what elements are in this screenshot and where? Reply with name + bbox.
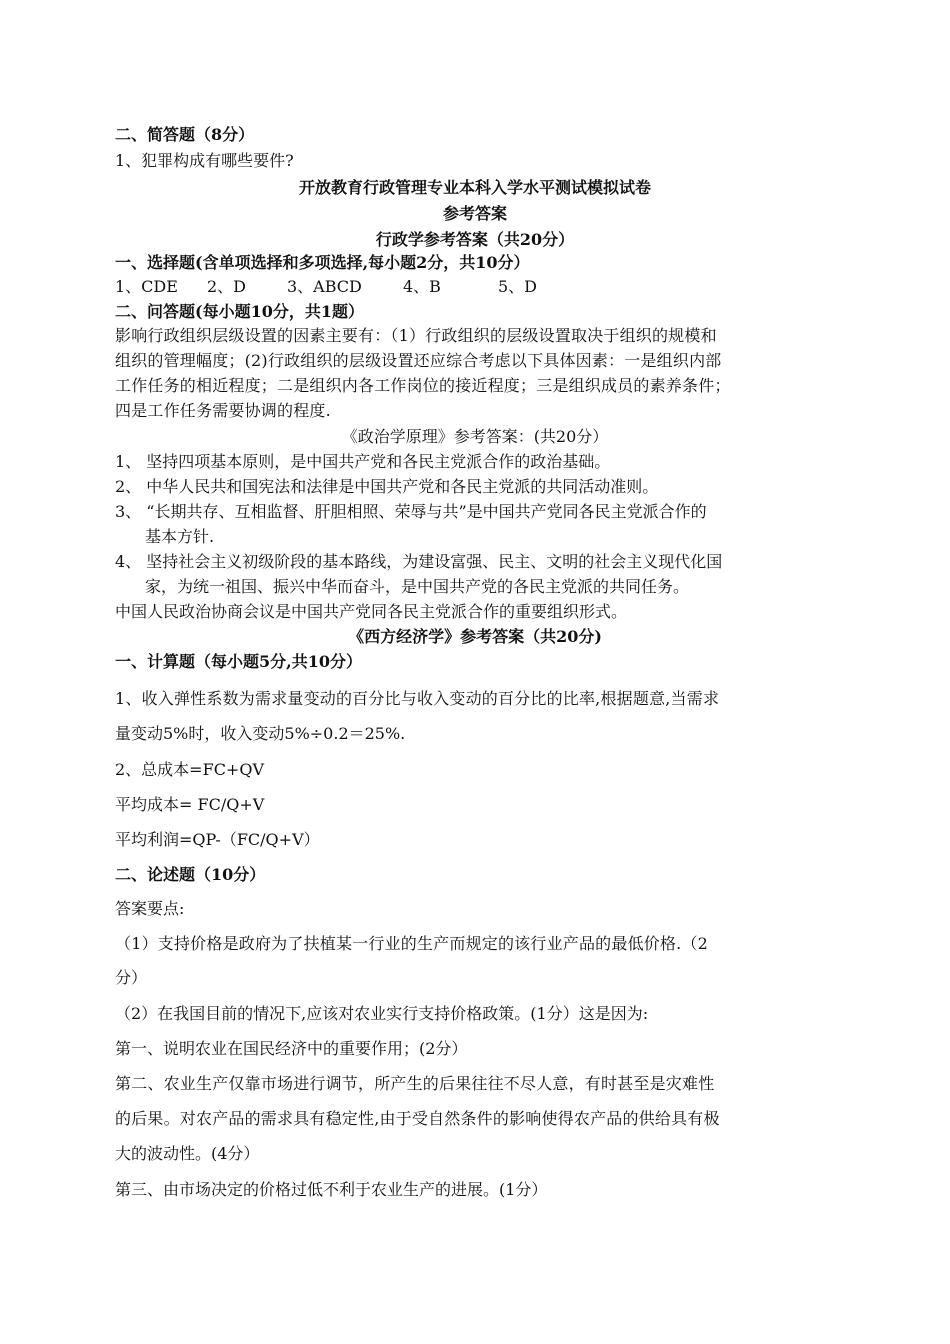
admin-answer-line: 工作任务的相近程度；二是组织内各工作岗位的接近程度；三是组织成员的素养条件；: [115, 376, 731, 395]
admin-answer-title: 行政学参考答案（共20分）: [375, 230, 575, 249]
economics-calc-heading: 一、计算题（每小题5分,共10分）: [115, 652, 362, 671]
section-heading-short-answer: 二、简答题（8分）: [115, 125, 255, 144]
calc-line: 1、收入弹性系数为需求量变动的百分比与收入变动的百分比的比率,根据题意,当需求: [115, 689, 720, 708]
essay-line: （2）在我国目前的情况下,应该对农业实行支持价格政策。(1分）这是因为:: [115, 1004, 649, 1023]
essay-line: 第二、农业生产仅靠市场进行调节，所产生的后果往往不尽人意，有时甚至是灾难性: [115, 1074, 715, 1093]
calc-line: 量变动5%时，收入变动5%÷0.2＝25%.: [115, 724, 406, 743]
admin-answer-line: 组织的管理幅度；(2)行政组织的层级设置还应综合考虑以下具体因素：一是组织内部: [115, 351, 722, 370]
choice-answer: 5、D: [498, 277, 538, 296]
economics-answer-title: 《西方经济学》参考答案（共20分): [348, 627, 602, 646]
document-title: 开放教育行政管理专业本科入学水平测试模拟试卷: [298, 178, 651, 197]
admin-answer-line: 影响行政组织层级设置的因素主要有：（1）行政组织的层级设置取决于组织的规模和: [115, 326, 717, 345]
politics-answer-title: 《政治学原理》参考答案：(共20分）: [341, 427, 609, 446]
politics-item-continued: 家，为统一祖国、振兴中华而奋斗，是中国共产党的各民主党派的共同任务。: [145, 577, 690, 596]
politics-item-continued: 基本方针.: [145, 527, 215, 546]
admin-choice-answers: [115, 276, 840, 298]
choice-answer: 1、CDE: [115, 277, 178, 296]
politics-item: 3、 “长期共存、互相监督、肝胆相照、荣辱与共”是中国共产党同各民主党派合作的: [115, 502, 707, 521]
economics-essay-heading: 二、论述题（10分）: [115, 865, 266, 884]
choice-answer: 2、D: [207, 277, 247, 296]
essay-line: 的后果。对农产品的需求具有稳定性,由于受自然条件的影响使得农产品的供给具有极: [115, 1109, 720, 1128]
essay-line: 大的波动性。(4分）: [115, 1144, 260, 1163]
admin-qa-heading: 二、问答题(每小题10分，共1题）: [115, 302, 364, 321]
essay-line: 第一、说明农业在国民经济中的重要作用；(2分）: [115, 1039, 468, 1058]
calc-line: 2、总成本=FC+QV: [115, 760, 265, 779]
essay-line: 答案要点:: [115, 899, 185, 918]
essay-line: 第三、由市场决定的价格过低不利于农业生产的进展。(1分）: [115, 1180, 548, 1199]
admin-answer-line: 四是工作任务需要协调的程度.: [115, 401, 331, 420]
calc-line: 平均利润=QP-（FC/Q+V）: [115, 830, 320, 849]
choice-answer: 3、ABCD: [287, 277, 362, 296]
reference-answer-heading: 参考答案: [442, 204, 507, 223]
politics-item: 2、 中华人民共和国宪法和法律是中国共产党和各民主党派的共同活动准则。: [115, 477, 659, 496]
calc-line: 平均成本= FC/Q+V: [115, 795, 265, 814]
politics-conclusion: 中国人民政治协商会议是中国共产党同各民主党派合作的重要组织形式。: [115, 602, 628, 621]
admin-choice-heading: 一、选择题(含单项选择和多项选择,每小题2分，共10分）: [115, 253, 530, 272]
politics-item: 1、 坚持四项基本原则，是中国共产党和各民主党派合作的政治基础。: [115, 452, 611, 471]
choice-answer: 4、B: [403, 277, 441, 296]
question-1: 1、犯罪构成有哪些要件?: [115, 151, 294, 170]
politics-item: 4、 坚持社会主义初级阶段的基本路线，为建设富强、民主、文明的社会主义现代化国: [115, 552, 723, 571]
essay-line: （1）支持价格是政府为了扶植某一行业的生产而规定的该行业产品的最低价格.（2: [115, 934, 709, 953]
essay-line: 分）: [115, 968, 148, 987]
